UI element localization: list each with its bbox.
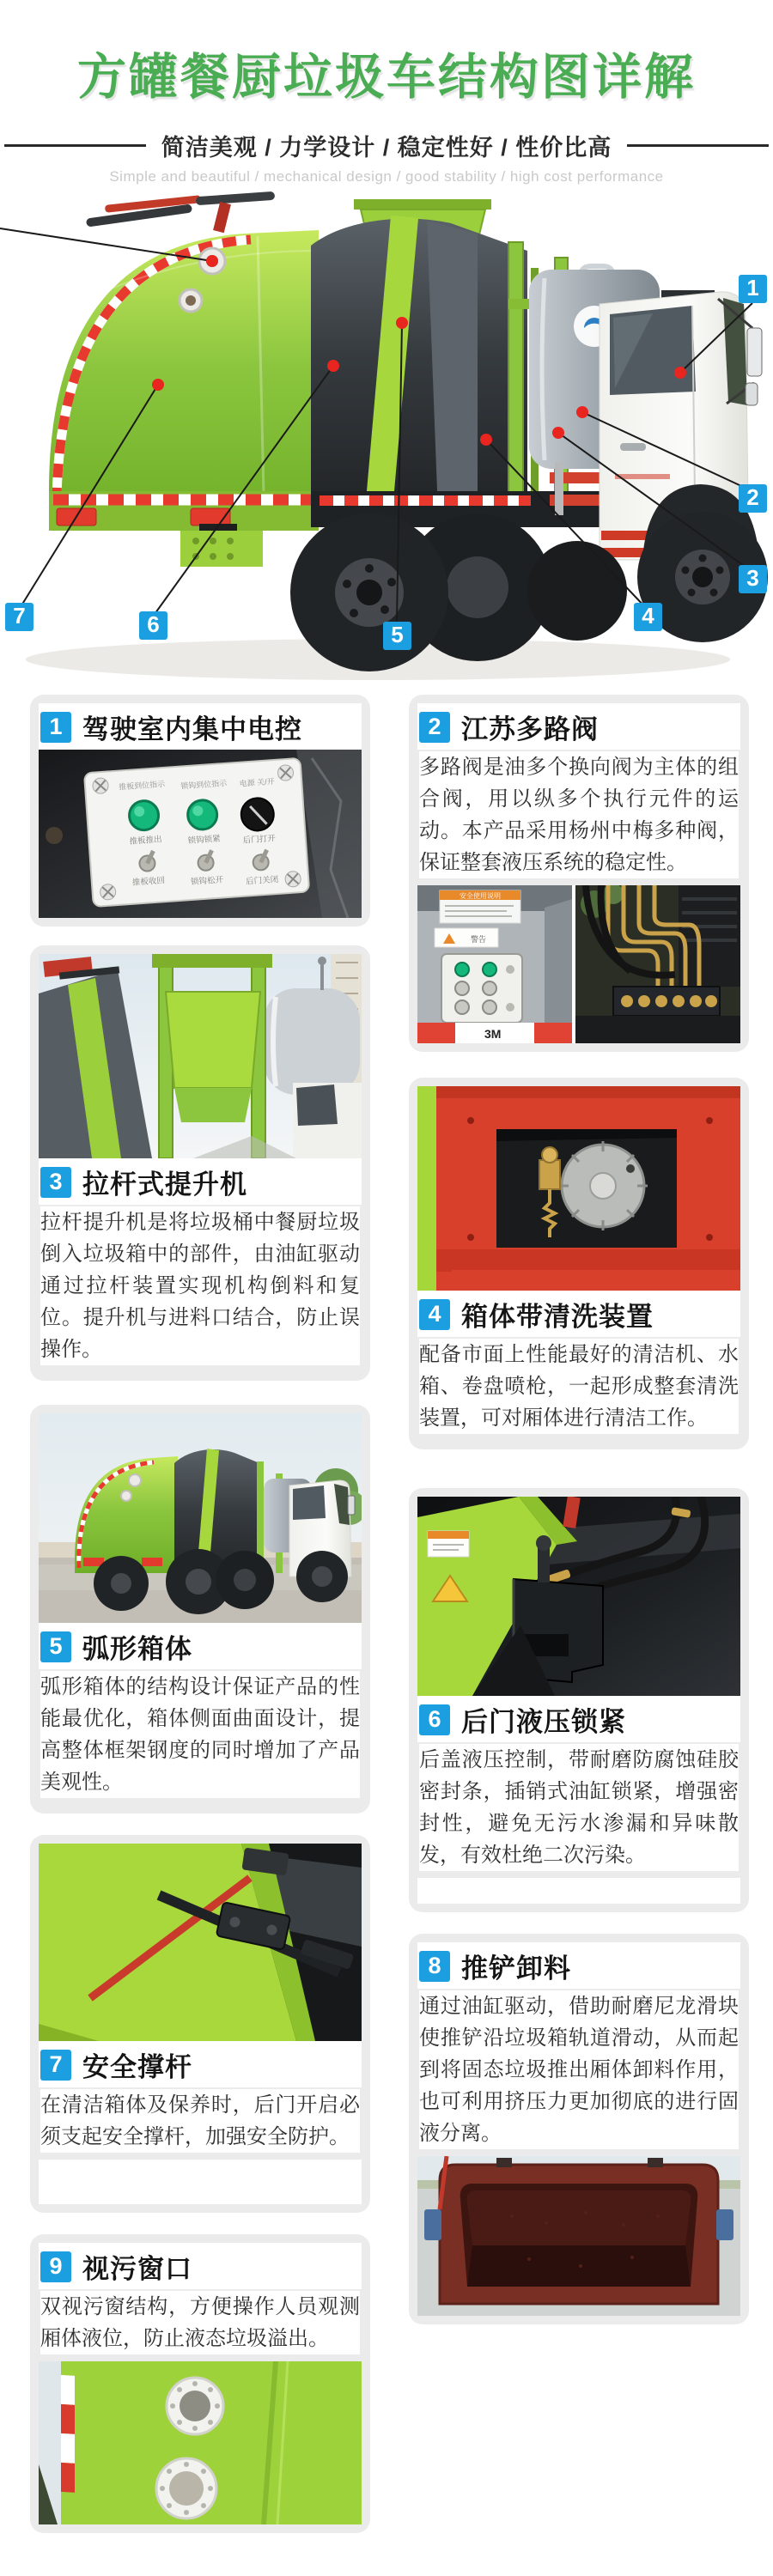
panel-indicator-label-1: 推板到位指示 (118, 779, 166, 792)
photo-push-shovel (417, 2156, 740, 2316)
page-title: 方罐餐厨垃圾车结构图详解 (77, 50, 696, 105)
section-7-title: 安全撑杆 (82, 2052, 192, 2082)
callout-badge-5 (383, 622, 411, 650)
green-button-2 (187, 799, 218, 830)
svg-text:5: 5 (391, 622, 404, 647)
section-4-title: 箱体带清洗装置 (461, 1302, 654, 1332)
section-1-header (39, 703, 362, 750)
callout-badge-1 (739, 275, 767, 303)
porthole-top (167, 2378, 223, 2434)
svg-text:4: 4 (642, 603, 654, 629)
subtitle-line-left (4, 144, 146, 147)
section-5-text: 弧形箱体的结构设计保证产品的性能最优化，箱体侧面曲面设计，提高整体框架钢度的同时增加了产品美观性。 (40, 1671, 360, 1798)
switch-down-label-2: 锁钩松开 (190, 875, 224, 888)
callout-badge-7 (5, 603, 33, 631)
valve-block (613, 987, 720, 1016)
callout-badge-2 (739, 484, 767, 513)
section-9-header (39, 2243, 362, 2289)
porthole-bottom (156, 2458, 216, 2518)
section-4-header (417, 1291, 740, 1337)
right-column (409, 695, 749, 2324)
section-card-7 (30, 1835, 370, 2213)
truck-structure-diagram (0, 189, 773, 683)
section-6-title: 后门液压锁紧 (461, 1707, 626, 1737)
section-5-title: 弧形箱体 (82, 1634, 192, 1664)
left-column (30, 695, 370, 2533)
section-2-number-badge: 2 (419, 712, 450, 743)
photo-safety-rod (39, 1844, 362, 2041)
section-5-header (39, 1623, 362, 1669)
panel-indicator-label-3: 电源 关/开 (239, 776, 276, 788)
subtitle-row (0, 129, 773, 162)
section-card-8 (409, 1934, 749, 2324)
section-9-title: 视污窗口 (82, 2254, 192, 2284)
warning-sticker (435, 928, 498, 947)
section-9-text: 双视污窗结构，方便操作人员观测厢体液位，防止液态垃圾溢出。 (40, 2291, 360, 2354)
switch-up-label-2: 锁钩锁紧 (187, 834, 222, 847)
section-2-text: 多路阀是油多个换向阀为主体的组合阀，用以纵多个执行元件的运动。本产品采用杨州中梅多种阀，保证整套液压系统的稳定性。 (419, 751, 739, 878)
external-control-box (441, 954, 522, 1023)
section-1-title: 驾驶室内集中电控 (82, 714, 302, 744)
warning-label: 警告 (471, 935, 487, 944)
section-5-number-badge: 5 (40, 1631, 71, 1662)
section-3-header (39, 1158, 362, 1205)
side-bracket-left (424, 2209, 441, 2240)
strip-3m-label: 3M (484, 1027, 502, 1041)
section-8-number-badge: 8 (419, 1951, 450, 1982)
page-subtitle: 简洁美观 / 力学设计 / 稳定性好 / 性价比高 (161, 135, 612, 161)
section-card-5 (30, 1405, 370, 1814)
svg-text:1: 1 (746, 275, 759, 301)
section-8-header (417, 1942, 740, 1989)
photo-inspection-windows (39, 2361, 362, 2524)
switch-up-label-1: 推板推出 (129, 835, 162, 847)
section-card-2 (409, 695, 749, 1052)
section-card-4 (409, 1078, 749, 1449)
section-2-title: 江苏多路阀 (461, 714, 599, 744)
safety-sticker (440, 890, 520, 923)
subtitle-line-right (627, 144, 769, 147)
section-8-title: 推铲卸料 (461, 1953, 571, 1984)
section-3-title: 拉杆式提升机 (82, 1170, 247, 1200)
section-6-header (417, 1696, 740, 1742)
section-7-number-badge: 7 (40, 2050, 71, 2081)
sticker-title: 安全使用说明 (460, 892, 501, 900)
truck-rear-tank (49, 191, 319, 567)
section-card-6 (409, 1488, 749, 1912)
section-card-1 (30, 695, 370, 927)
section-2-header (417, 703, 740, 750)
section-1-number-badge: 1 (40, 712, 71, 743)
section-4-number-badge: 4 (419, 1299, 450, 1330)
section-9-number-badge: 9 (40, 2251, 71, 2282)
section-7-text: 在清洁箱体及保养时，后门开启必须支起安全撑杆，加强安全防护。 (40, 2089, 360, 2153)
callout-badge-4 (634, 603, 662, 631)
reflective-strip (61, 2375, 75, 2493)
hero-truck-illustration (0, 189, 773, 683)
svg-text:3: 3 (746, 565, 759, 591)
panel-indicator-label-2: 锁钩到位指示 (180, 778, 228, 791)
section-7-header (39, 2041, 362, 2087)
green-button-1 (128, 800, 159, 831)
svg-text:6: 6 (147, 611, 160, 637)
photo-control-panel (39, 750, 362, 918)
section-card-9 (30, 2234, 370, 2533)
side-mirror (747, 328, 762, 376)
callout-badge-6 (139, 611, 167, 640)
section-8-text: 通过油缸驱动，借助耐磨尼龙滑块使推铲沿垃圾箱轨道滑动，从而起到将固态垃圾推出厢体卸料作用，也可利用挤压力更加彻底的进行固液分离。 (419, 1990, 739, 2149)
photo-multiway-valve (417, 885, 740, 1043)
side-bracket-right (716, 2209, 733, 2240)
svg-text:2: 2 (746, 484, 759, 510)
section-3-text: 拉杆提升机是将垃圾桶中餐厨垃圾倒入垃圾箱中的部件，由油缸驱动通过拉杆装置实现机构倒料和复位。提升机与进料口结合，防止误操作。 (40, 1206, 360, 1365)
switch-down-label-1: 推板收回 (131, 876, 166, 888)
reflective-3m-strip (417, 1023, 572, 1043)
photo-rear-door-lock (417, 1497, 740, 1696)
section-6-number-badge: 6 (419, 1704, 450, 1735)
door-handle (620, 443, 646, 451)
page-subtitle-english: Simple and beautiful / mechanical design / good stability / high cost performance (109, 168, 664, 185)
svg-text:7: 7 (13, 603, 26, 629)
open-container (424, 2156, 733, 2304)
callout-badge-3 (739, 565, 767, 593)
section-4-text: 配备市面上性能最好的清洁机、水箱、卷盘喷枪，一起形成整套清洗装置，可对厢体进行清洁工作。 (419, 1339, 739, 1434)
feature-sections (0, 695, 773, 2533)
photo-curved-tank-truck (39, 1413, 362, 1623)
photo-washing-device (417, 1086, 740, 1291)
photo-lifter (39, 954, 362, 1158)
truck-waste-bin (311, 199, 527, 491)
switch-up-label-3: 后门打开 (242, 834, 277, 846)
section-card-3 (30, 945, 370, 1381)
switch-down-label-3: 后门关闭 (245, 874, 279, 887)
section-6-text: 后盖液压控制，带耐磨防腐蚀硅胶密封条，插销式油缸锁紧，增强密封性，避免无污水渗漏和异味散发，有效杜绝二次污染。 (419, 1744, 739, 1871)
page-header (0, 0, 773, 185)
section-3-number-badge: 3 (40, 1167, 71, 1198)
